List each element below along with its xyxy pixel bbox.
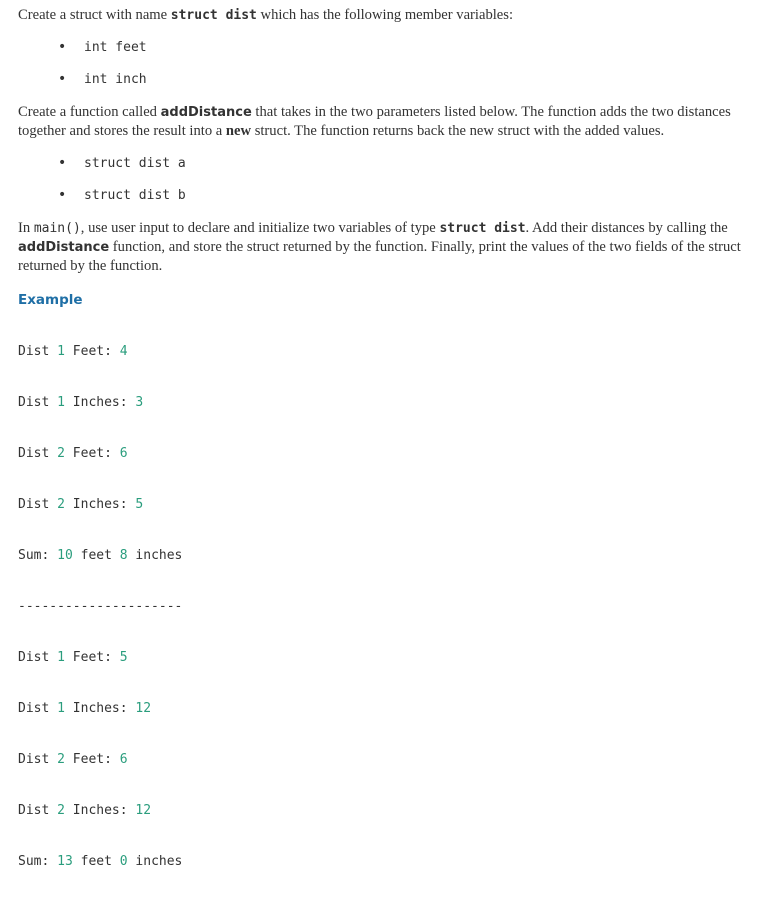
param-code: struct dist a [84, 156, 186, 171]
struct-name-code: struct dist [170, 8, 257, 23]
output-line: Dist 1 Feet: 5 [18, 650, 128, 665]
output-line: Dist 1 Inches: 3 [18, 395, 144, 410]
member-code: int feet [84, 40, 147, 55]
list-item [18, 185, 748, 217]
example-heading: Example [18, 292, 83, 308]
output-line: Dist 1 Feet: 4 [18, 344, 128, 359]
output-line: Dist 2 Inches: 5 [18, 497, 144, 512]
new-keyword: new [225, 123, 252, 139]
output-line: Dist 1 Inches: 12 [18, 701, 152, 716]
list-item [18, 69, 748, 101]
output-line: Dist 2 Feet: 6 [18, 752, 128, 767]
list-item [18, 153, 748, 185]
problem-statement [18, 6, 748, 904]
member-variables-list [18, 37, 748, 101]
sum-line: Sum: 13 feet 0 inches [18, 854, 183, 869]
sum-line: Sum: 10 feet 8 inches [18, 548, 183, 563]
output-line: Dist 2 Inches: 12 [18, 803, 152, 818]
bullet-icon: • [58, 71, 67, 87]
bullet-icon: • [58, 187, 67, 203]
function-paragraph [18, 103, 748, 141]
main-text-part3: . Add their distances by calling the [525, 220, 728, 236]
main-call-code: main() [33, 221, 81, 236]
bullet-icon: • [58, 39, 67, 55]
function-name-code: addDistance [160, 105, 252, 120]
separator-line: --------------------- [18, 599, 183, 614]
list-item [18, 37, 748, 69]
parameters-list [18, 153, 748, 217]
intro-paragraph [18, 6, 748, 25]
bullet-icon: • [58, 155, 67, 171]
intro-text-before: Create a struct with name [18, 7, 171, 23]
main-text-part2: , use user input to declare and initialize two variables of type [80, 220, 440, 236]
example-output [18, 309, 748, 904]
main-text-part4: function, and store the struct returned by the function. Finally, print the values of the two fields of the struct returned by the function. [18, 239, 741, 274]
member-code: int inch [84, 72, 147, 87]
function-text-before: Create a function called [18, 104, 161, 120]
param-code: struct dist b [84, 188, 186, 203]
function-text-after: struct. The function returns back the new struct with the added values. [251, 123, 665, 139]
intro-text-after: which has the following member variables: [256, 7, 514, 23]
main-paragraph [18, 219, 748, 276]
function-name-code: addDistance [18, 240, 110, 255]
type-name-code: struct dist [439, 221, 526, 236]
output-line: Dist 2 Feet: 6 [18, 446, 128, 461]
main-text-before: In [18, 220, 34, 236]
function-text-middle: that takes in the two parameters listed below. The function adds the two distances together and stores the result into a [18, 104, 731, 139]
